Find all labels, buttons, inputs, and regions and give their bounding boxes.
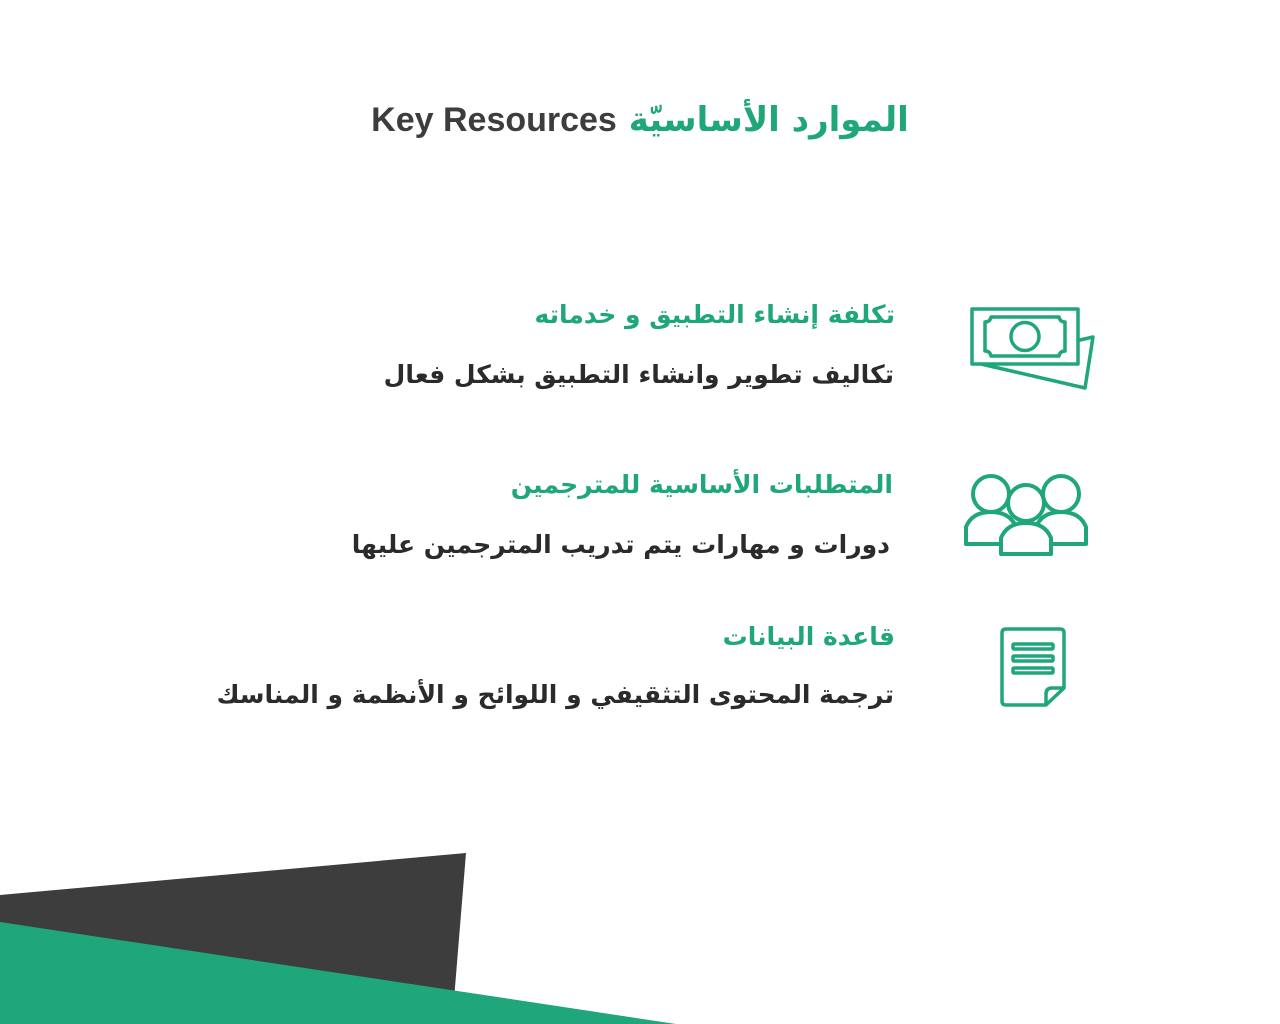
resource-description-app-cost: تكاليف تطوير وانشاء التطبيق بشكل فعال: [383, 360, 894, 389]
title-arabic: الموارد الأساسيّة: [628, 100, 909, 140]
resource-description-translator-requirements: دورات و مهارات يتم تدريب المترجمين عليها: [351, 530, 890, 559]
title-english: Key Resources: [371, 101, 617, 139]
resource-heading-app-cost: تكلفة إنشاء التطبيق و خدماته: [534, 300, 895, 329]
resource-description-database: ترجمة المحتوى التثقيفي و اللوائح و الأنظمة و المناسك: [216, 680, 894, 709]
resource-heading-database: قاعدة البيانات: [722, 622, 895, 651]
resource-heading-translator-requirements: المتطلبات الأساسية للمترجمين: [510, 470, 893, 499]
